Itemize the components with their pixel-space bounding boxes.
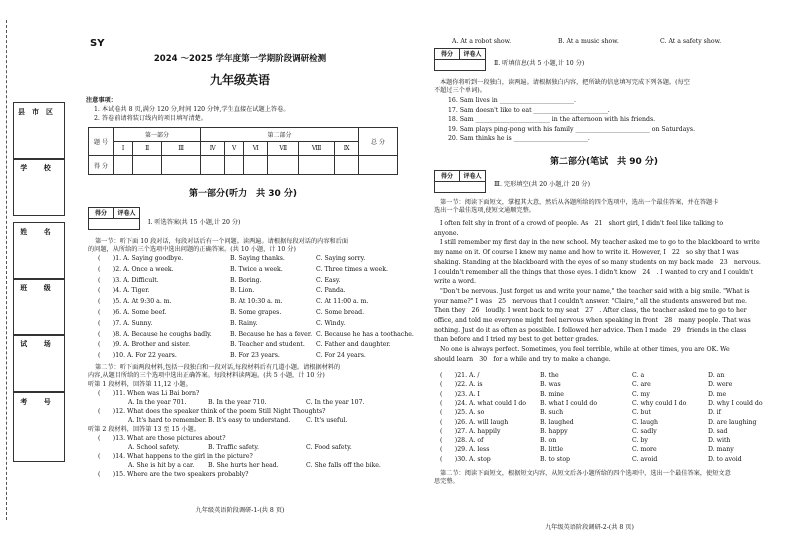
choice-option[interactable]: C. more [632,446,657,454]
passage-line: No one is always perfect. Sometimes, you feel terrible, while at other times, you are OK. We [440,346,730,354]
passage-line: I often felt shy in front of a crowd of people. As 21 short girl, I didn't feel like talking to [440,220,724,227]
choice-option[interactable]: C. by [632,437,648,445]
header-part1: 第一部分 [114,128,201,142]
choice-option[interactable]: C. my [632,390,650,398]
s1-intro-2: 的问题，从所给的三个选项中选出问题的正确答案。(共 10 小题，计 10 分) [88,246,296,253]
scorer-score-label: 得分 [89,208,114,219]
question-row [98,266,398,274]
choice-option[interactable]: D. if [708,409,721,417]
option-a[interactable]: A. In the year 701. [128,399,187,406]
choice-row [440,372,780,380]
score-cell[interactable] [225,156,244,175]
option[interactable]: B. At 10:30 a. m. [230,298,283,306]
col-1: Ⅰ [114,142,133,156]
option-a[interactable]: A. She is hit by a car. [128,462,195,469]
option-c[interactable]: C. In the year 107. [306,399,365,406]
question-stem: ( )5. A. At 9:30 a. m. [98,298,172,306]
fill-list [448,97,778,145]
option-a[interactable]: A. School safety. [128,444,180,451]
option[interactable]: C. Windy. [316,319,346,327]
q14: ( )14. What happens to the girl in the picture? [98,453,253,460]
field-school[interactable]: 学 校 [13,158,65,216]
passage-line: "Don't be nervous. Just forget us and write your name," the teacher said with a big smile. "What is [440,287,750,295]
s3-part2-1: 第二节：阅读下面短文，根据短文内容，从短文后各小题所给的四个选项中，选出一个最佳答案，使短文意 [440,470,731,477]
choice-stem: ( )28. A. of [440,437,484,445]
score-cell[interactable] [133,156,162,175]
option[interactable]: C. Three times a week. [316,265,388,273]
choice-option[interactable]: D. were [708,381,733,389]
s3-part2-2: 思完整。 [434,478,459,485]
option[interactable]: C. Panda. [316,287,346,295]
question-stem: ( )6. A. Some beef. [98,309,167,316]
q11: ( )11. When was Li Bai born? [98,390,200,397]
option-c[interactable]: C. At a safety show. [660,38,722,45]
question-stem: ( )1. A. Saying goodbye. [98,255,184,262]
field-class[interactable]: 班 级 [13,278,65,336]
passage-line: Then they 26 loudly. I went back to my seat 27 . After class, the teacher asked me to go to her [434,307,747,315]
question-stem: ( )3. A. Difficult. [98,276,159,284]
choice-option[interactable]: B. laughed [540,418,574,426]
s3-title: Ⅲ. 完形填空(共 20 小题,计 20 分) [494,181,590,188]
fill-item[interactable]: 16. Sam lives in ________________________. [448,97,576,104]
question-stem: ( )2. A. Once a week. [98,265,174,273]
question-list [98,255,414,365]
passage-line: I still remember my first day in the new school. My teacher asked me to go to the blackboard to write [440,239,760,247]
choice-option[interactable]: D. why I could do [708,399,763,407]
question-row [98,309,398,317]
exam-title: 2024 ～2025 学年度第一学期阶段调研检测 [153,54,327,64]
s2-intro-2: 不超过三个单词)。 [434,87,486,94]
q11-options [128,399,398,407]
option-a[interactable]: A. It's hard to remember. [128,417,207,424]
notice-heading: 注意事项： [86,97,117,104]
scorer-grader-label: 评卷人 [460,49,485,60]
score-table [88,127,398,175]
choice-option[interactable]: B. happy [540,427,568,435]
option-b[interactable]: B. She hurts her head. [208,462,279,469]
material-2: 听第 2 段材料，回答第 13 至 15 小题。 [88,426,200,433]
passage [434,220,774,363]
choice-option[interactable]: B. what I could do [540,399,598,407]
scorer-grader-label: 评卷人 [460,171,485,182]
s3-intro-2: 选出一个最佳选项,使短文通顺完整。 [434,207,535,214]
choice-stem: ( )26. A. will laugh [440,418,509,426]
option[interactable]: B. Teacher and student. [230,341,305,349]
passage-line: I couldn't remember all the things that those eyes. I didn't know 24 . I wanted to cry and I couldn't [434,268,754,276]
option-b[interactable]: B. In the year 710. [208,399,267,406]
notice-2: 2. 答卷前请将装订线内的项目填写清楚。 [94,115,208,122]
material-1: 听第 1 段材料，回答第 11,12 小题。 [88,381,192,388]
choice-stem: ( )23. A. I [440,390,480,398]
question-row [98,255,398,263]
question-stem: ( )8. A. Because he coughs badly. [98,330,212,338]
option[interactable]: B. Saying thanks. [230,255,285,262]
choice-stem: ( )22. A. is [440,381,483,389]
header-part2: 第二部分 [201,128,359,142]
field-county[interactable]: 县市区 [13,102,65,160]
scorer-box [434,170,486,193]
choice-option[interactable]: C. are [632,381,651,389]
score-cell[interactable] [335,156,359,175]
col-7: Ⅶ [268,142,298,156]
choice-row [440,409,780,417]
question-row [98,320,398,328]
section-writing: 第二部分(笔试 共 90 分) [549,157,659,167]
choice-stem: ( )27. A. happily [440,427,501,435]
score-cell[interactable] [298,156,334,175]
option[interactable]: C. At 11:00 a. m. [316,298,369,306]
s3-intro-1: 第一节：阅读下面短文，掌握其大意，然后从各题所给的四个选项中，选出一个最佳答案，并在答题卡 [440,199,719,206]
q12: ( )12. What does the speaker think of the poem Still Night Thoughts? [98,408,326,415]
choice-option[interactable]: C. but [632,409,651,417]
page1-footer [0,507,480,515]
scorer-score-label: 得分 [435,49,460,60]
option-c[interactable]: C. It's useful. [306,417,348,424]
passage-line: shaking. Standing at the blackboard with the eyes of so many students on my back made 23 nervous. [434,258,761,266]
option[interactable]: C. Father and daughter. [316,341,391,349]
question-stem: ( )9. A. Brother and sister. [98,341,191,349]
passage-line: write a word. [434,278,476,286]
choice-option[interactable]: B. such [540,409,564,417]
option-b[interactable]: B. At a music show. [558,38,619,45]
choice-option[interactable]: B. on [540,437,557,445]
question-row [98,277,398,285]
row-label-s: 得 分 [89,156,114,175]
fill-item[interactable]: 17. Sam doesn't like to eat ________________________. [448,106,610,114]
choice-option[interactable]: D. an [708,372,725,379]
choice-stem: ( )25. A. so [440,409,485,417]
choice-row [440,400,780,408]
option[interactable]: C. Because he has a toothache. [316,330,414,338]
option[interactable]: C. Easy. [316,276,341,284]
page2-footer: 九年级英语阶段调研-2-(共 8 页) [545,524,634,531]
sy-mark: SY [90,38,105,49]
question-row [98,298,398,306]
option-b[interactable]: B. Traffic safety. [208,444,260,451]
passage-line: nothing. Just do it as often as possible. I followed her advice. Then I made 29 friends in the class [434,326,747,334]
q13: ( )13. What are those pictures about? [98,435,226,442]
s2-title: Ⅱ. 听填信息(共 5 小题,计 10 分) [494,60,585,67]
choice-option[interactable]: C. avoid [632,455,658,463]
s2-intro-1: 第二节：听下面两段材料,包括一段独白和一段对话,每段材料后有几道小题。请根据材料的 [95,364,341,371]
field-room[interactable]: 试 场 [13,334,65,392]
option-c[interactable]: C. Food safety. [306,444,352,451]
question-stem: ( )7. A. Sunny. [98,319,153,327]
field-name[interactable]: 姓 名 [13,222,65,280]
col-2: Ⅱ [133,142,162,156]
choice-option[interactable]: C. a [632,372,645,379]
q12-options [128,417,398,425]
choice-option[interactable]: D. sad [708,427,728,435]
score-cell[interactable] [114,156,133,175]
scorer-box [434,48,486,71]
option-b[interactable]: B. It's easy to understand. [208,417,291,424]
choice-option[interactable]: B. mine [540,390,564,398]
q14-options [128,462,398,470]
choice-stem: ( )30. A. stop [440,455,491,463]
question-row [98,287,398,295]
choice-option[interactable]: D. many [708,446,734,454]
passage-line: anyone. [434,229,459,237]
option[interactable]: B. Rainy. [230,319,258,327]
score-cell[interactable] [359,156,398,175]
question-row [98,352,398,360]
question-row [98,341,398,349]
option[interactable]: B. Boring. [230,276,262,284]
choice-stem: ( )21. A. / [440,372,480,379]
choice-option[interactable]: C. sadly [632,427,657,435]
question-stem: ( )4. A. Tiger. [98,287,150,295]
fill-item[interactable]: 19. Sam plays ping-pong with his family ________________________ on Saturdays. [448,125,696,133]
choice-option[interactable]: C. laugh [632,418,659,426]
scorer-box [88,207,140,230]
fill-item[interactable]: 18. Sam ________________________ in the afternoon with his friends. [448,116,656,124]
header-total: 总 分 [359,128,398,156]
q15-options [452,38,772,46]
s1-title: Ⅰ. 听选答案(共 15 小题,计 20 分) [148,219,241,226]
choice-option[interactable]: B. the [540,372,559,379]
choice-option[interactable]: D. me [708,390,727,398]
s2-intro-1: 本题你将听到一段独白，读两遍。请根据独白内容，把所缺的信息填写完成下列各题。(每空 [440,79,690,86]
option[interactable]: B. Some grapes. [230,309,282,316]
choice-row [440,456,780,464]
notice-1: 1. 本试卷共 8 页,满分 120 分,时间 120 分钟,学生直接在试题上答卷。 [94,106,290,113]
option[interactable]: B. Because he has a fever. [230,330,313,338]
col-8: Ⅷ [298,142,334,156]
question-stem: ( )10. A. For 22 years. [98,352,177,360]
row-label-q: 题 号 [89,128,114,156]
s2-intro-2: 内容,从题目所给的三个选项中选出正确答案。每段材料读两遍。(共 5 小题，计 10 分) [88,372,325,379]
choice-option[interactable]: D. to avoid [708,455,742,463]
s1-intro-1: 第一节：听下面 10 段对话，每段对话后有一个问题。读两遍。请根据每段对话的内容和后面 [95,238,349,245]
choice-row [440,428,780,436]
choice-list [440,372,780,463]
binding-line [6,20,8,520]
choice-row [440,446,780,454]
option[interactable]: C. Saying sorry. [316,255,366,262]
passage-line: your name?" I was 25 nervous that I couldn't answer. "Claire," all the students answered but me. [434,297,748,305]
scorer-score-label: 得分 [435,171,460,182]
col-5: Ⅴ [225,142,244,156]
choice-stem: ( )29. A. less [440,446,490,454]
choice-row [440,419,780,427]
col-6: Ⅵ [243,142,268,156]
option-c[interactable]: C. She falls off the bike. [306,462,381,469]
choice-stem: ( )24. A. what could I do [440,399,527,407]
col-4: Ⅳ [201,142,225,156]
section-listening: 第一部分(听力 共 30 分) [188,189,298,199]
option[interactable]: C. For 24 years. [316,352,366,360]
footer-text: 九年级英语阶段调研-1-(共 8 页) [195,507,285,514]
col-9: Ⅸ [335,142,359,156]
field-number[interactable]: 考 号 [13,392,65,462]
choice-option[interactable]: D. with [708,437,731,445]
choice-option[interactable]: B. to stop [540,455,571,463]
score-cell[interactable] [162,156,201,175]
option[interactable]: B. Twice a week. [230,265,283,273]
choice-option[interactable]: B. little [540,446,564,454]
col-3: Ⅲ [162,142,201,156]
choice-row [440,437,780,445]
option[interactable]: C. Some bread. [316,309,365,316]
q15: ( )15. Where are the two speakers probably? [98,471,249,478]
question-row [98,330,414,339]
q13-options [128,444,398,452]
option-a[interactable]: A. At a robot show. [452,38,512,45]
fill-item[interactable]: 20. Sam thinks he is ________________________. [448,135,590,143]
score-cell[interactable] [243,156,268,175]
choice-row [440,391,780,399]
scorer-grader-label: 评卷人 [114,208,139,219]
score-cell[interactable] [268,156,298,175]
option[interactable]: B. For 23 years. [230,352,280,360]
choice-option[interactable]: C. why could I do [632,399,687,407]
passage-line: than before and I tried my best to get better grades. [434,336,599,344]
passage-line: should learn 30 for a while and try to make a change. [434,355,611,363]
exam-subtitle: 九年级英语 [209,73,270,87]
choice-option[interactable]: B. was [540,381,561,389]
choice-option[interactable]: D. are laughing [708,418,757,426]
option[interactable]: B. Lion. [230,287,255,295]
choice-row [440,381,780,389]
passage-line: my name on it. Of course I knew my name and how to write it. However, I 22 so shy that I was [434,249,739,257]
score-cell[interactable] [201,156,225,175]
passage-line: office, and told me everyone might feel nervous when speaking in front 28 many people. That was [434,317,751,324]
